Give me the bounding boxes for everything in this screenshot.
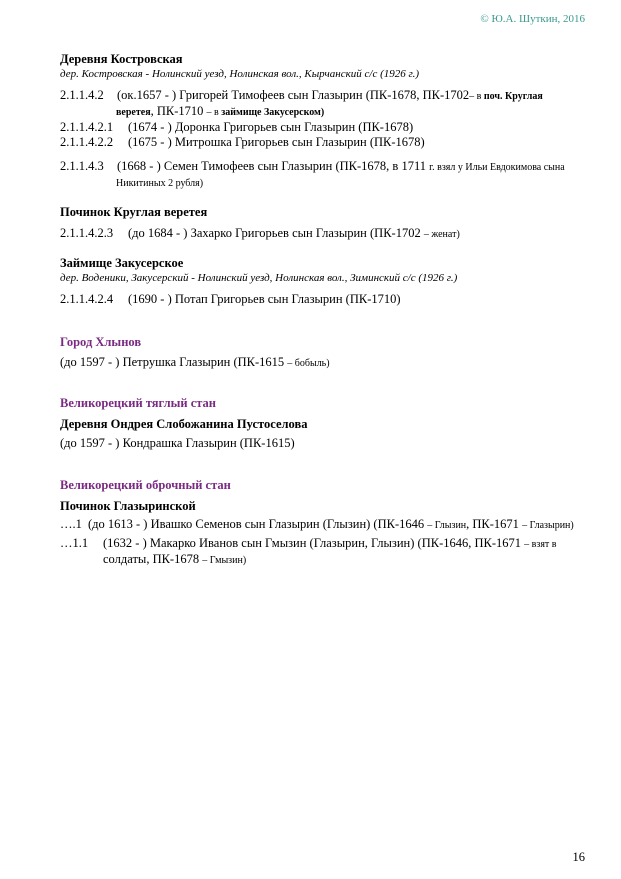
section-title-zakuserskoe: Займище Закусерское [60, 256, 184, 270]
entry-text: солдаты, ПК-1678 [103, 552, 203, 566]
entry-mitroshka [60, 135, 600, 150]
entry-text: (1674 - ) Доронка Григорьев сын Глазырин (ПК-1678) [128, 120, 414, 134]
entry-number: 2.1.1.4.2.2 [60, 135, 114, 149]
entry-number: 2.1.1.4.2 [60, 88, 104, 102]
subsection-title-pustoselova: Деревня Ондрея Слобожанина Пустоселова [60, 417, 308, 431]
entry-note-bold: займище Закусерском) [221, 107, 325, 118]
entry-number: …1.1 [60, 536, 89, 550]
entry-number: ….1 [60, 517, 82, 531]
entry-kondrashka [60, 436, 600, 451]
section-title-obrochny-stan: Великорецкий оброчный стан [60, 478, 231, 492]
copyright-notice: © Ю.А. Шуткин, 2016 [480, 13, 585, 25]
entry-number: 2.1.1.4.2.4 [60, 292, 114, 306]
entry-note-bold: веретея [116, 107, 151, 118]
entry-note-bold: поч. Круглая [483, 91, 543, 102]
entry-number: 2.1.1.4.2.1 [60, 120, 114, 134]
entry-note: – женат) [423, 229, 460, 240]
entry-text: (1675 - ) Митрошка Григорьев сын Глазырин (ПК-1678) [128, 135, 425, 149]
entry-zaharko [60, 226, 600, 242]
page-number: 16 [572, 850, 585, 864]
entry-note: Никитиных 2 рубля) [116, 178, 204, 189]
entry-text: (до 1597 - ) Петрушка Глазырин (ПК-1615 [60, 355, 288, 369]
entry-note: – Глызин [427, 520, 467, 531]
entry-number: 2.1.1.4.3 [60, 159, 104, 173]
entry-note: – в [206, 107, 222, 118]
entry-ivashko [60, 517, 600, 533]
entry-makarko [60, 536, 600, 568]
section-title-tyagly-stan: Великорецкий тяглый стан [60, 396, 216, 410]
entry-note: – Гмызин) [202, 555, 247, 566]
entry-number: 2.1.1.4.2.3 [60, 226, 114, 240]
entry-grigorey [60, 88, 600, 120]
entry-note: г. взял у Ильи Евдокимова сына [429, 162, 565, 173]
entry-semen [60, 159, 600, 191]
page-content [60, 51, 600, 568]
entry-petrushka [60, 355, 600, 371]
entry-note: – Глазырин) [522, 520, 574, 531]
entry-text: , ПК-1671 [466, 517, 523, 531]
entry-text: (до 1613 - ) Ивашко Семенов сын Глазырин (Глызин) (ПК-1646 [88, 517, 428, 531]
section-subtitle-kostrovskaya: дер. Костровская - Нолинский уезд, Нолинская вол., Кырчанский с/с (1926 г.) [60, 68, 420, 80]
section-title-kostrovskaya: Деревня Костровская [60, 52, 183, 66]
entry-text: (1668 - ) Семен Тимофеев сын Глазырин (ПК-1678, в 1711 [117, 159, 430, 173]
subsection-title-glazyrinskoy: Починок Глазыринской [60, 499, 196, 513]
entry-note: – в [469, 91, 484, 102]
entry-doronka [60, 120, 600, 135]
entry-text: (1690 - ) Потап Григорьев сын Глазырин (ПК-1710) [128, 292, 401, 306]
entry-text: (до 1684 - ) Захарко Григорьев сын Глазырин (ПК-1702 [128, 226, 424, 240]
entry-text: , ПК-1710 [150, 104, 207, 118]
section-title-kruglaya-veretea: Починок Круглая веретея [60, 205, 208, 219]
entry-note: – бобыль) [287, 358, 330, 369]
section-title-khlynov: Город Хлынов [60, 335, 142, 349]
entry-text: (ок.1657 - ) Григорей Тимофеев сын Глазырин (ПК-1678, ПК-1702 [117, 88, 470, 102]
entry-potap [60, 292, 600, 307]
entry-note: – взят в [524, 539, 557, 550]
entry-text: (1632 - ) Макарко Иванов сын Гмызин (Глазырин, Глызин) (ПК-1646, ПК-1671 [103, 536, 525, 550]
section-subtitle-zakuserskoe: дер. Воденики, Закусерский - Нолинский уезд, Нолинская вол., Зиминский с/с (1926 г.) [60, 272, 458, 284]
entry-text: (до 1597 - ) Кондрашка Глазырин (ПК-1615) [60, 436, 295, 450]
